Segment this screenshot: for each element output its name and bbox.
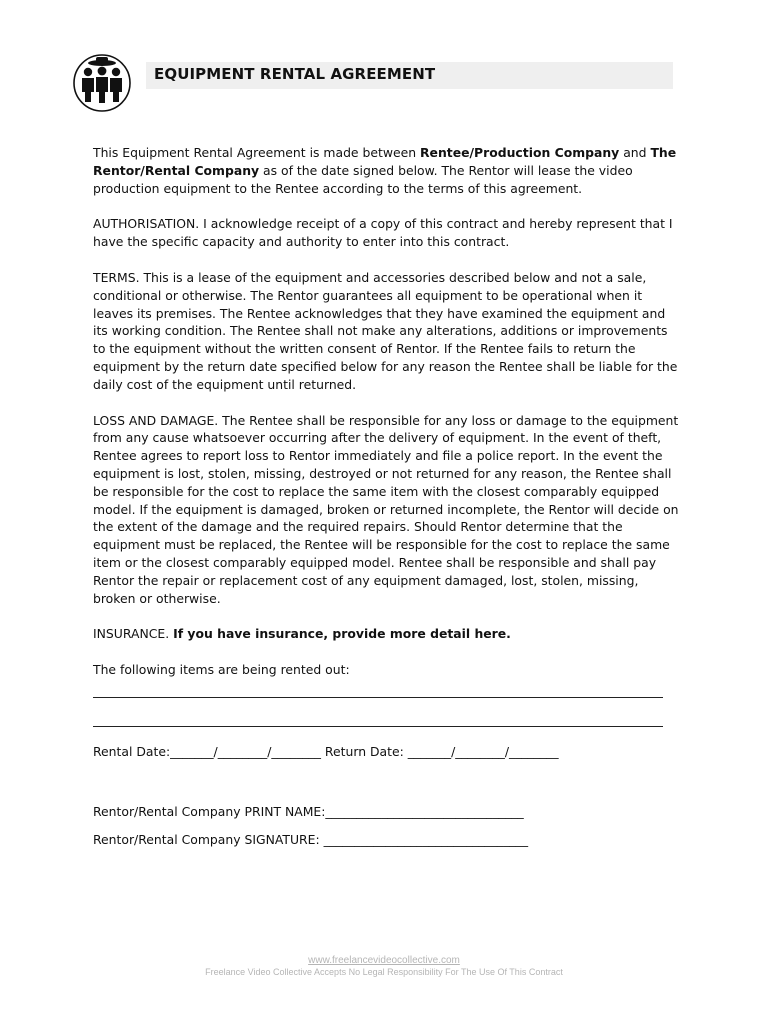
items-label: The following items are being rented out: xyxy=(93,662,350,678)
items-line-1[interactable] xyxy=(93,697,663,698)
print-name-field[interactable]: Rentor/Rental Company PRINT NAME:________________________________ xyxy=(93,803,524,819)
insurance-label: INSURANCE. xyxy=(93,626,174,642)
company-logo xyxy=(68,54,136,112)
intro-text-3: as of the date signed below. The Rentor will lease the video production equipment to the Rentee according to the terms of this agreement. xyxy=(93,162,633,196)
intro-text-1: This Equipment Rental Agreement is made between xyxy=(93,145,421,160)
rentor-name: The Rentor/Rental Company xyxy=(93,145,677,178)
signature-field[interactable]: Rentor/Rental Company SIGNATURE: _________________________________ xyxy=(93,831,529,847)
authorisation-paragraph: AUTHORISATION. I acknowledge receipt of a copy of this contract and hereby represent that I have the specific capacity and authority to enter into this contract. xyxy=(93,216,673,250)
rental-return-dates[interactable]: Rental Date:_______/________/________ Return Date: _______/________/________ xyxy=(93,743,559,759)
items-line-2[interactable] xyxy=(93,726,663,727)
footer-url[interactable]: www.freelancevideocollective.com xyxy=(308,955,460,966)
loss-damage-paragraph: LOSS AND DAMAGE. The Rentee shall be responsible for any loss or damage to the equipment from any cause whatsoever occurring after the delivery of equipment. In the event of theft, Rentee agrees to report loss to Rentor immediately and file a police report. In the event the equipment is lost, stolen, missing, destroyed or not returned for any reason, the Rentee shall be responsible for the cost to replace the same item with the closest comparably equipped model. If the equipment is damaged, broken or returned incomplete, the Rentor will decide on the extent of the damage and the required repairs. Should Rentor determine that the equipment must be replaced, the Rentee will be responsible for the cost to replace the same item or the closest comparably equipped model. Rentee shall be responsible and shall pay Rentor the repair or replacement cost of any equipment damaged, lost, stolen, missing, broken or otherwise. xyxy=(93,412,679,606)
insurance-paragraph xyxy=(93,625,683,643)
intro-text-2: and xyxy=(619,145,651,160)
title-bar xyxy=(146,62,673,89)
rentee-name: Rentee/Production Company xyxy=(420,145,620,160)
page-title: EQUIPMENT RENTAL AGREEMENT xyxy=(154,65,436,83)
insurance-detail: If you have insurance, provide more detail here. xyxy=(173,626,511,642)
agreement-body xyxy=(93,144,683,866)
terms-paragraph: TERMS. This is a lease of the equipment and accessories described below and not a sale, conditional or otherwise. The Rentor guarantees all equipment to be operational when it leaves its premises. The Rentee acknowledges that they have examined the equipment and its working condition. The Rentee shall not make any alterations, additions or improvements to the equipment without the written consent of Rentor. If the Rentee fails to return the equipment by the return date specified below for any reason the Rentee shall be liable for the daily cost of the equipment until returned. xyxy=(93,269,678,392)
intro-paragraph xyxy=(93,144,683,197)
footer-disclaimer: Freelance Video Collective Accepts No Legal Responsibility For The Use Of This Contract xyxy=(205,967,563,977)
crew-logo-icon xyxy=(68,54,136,112)
